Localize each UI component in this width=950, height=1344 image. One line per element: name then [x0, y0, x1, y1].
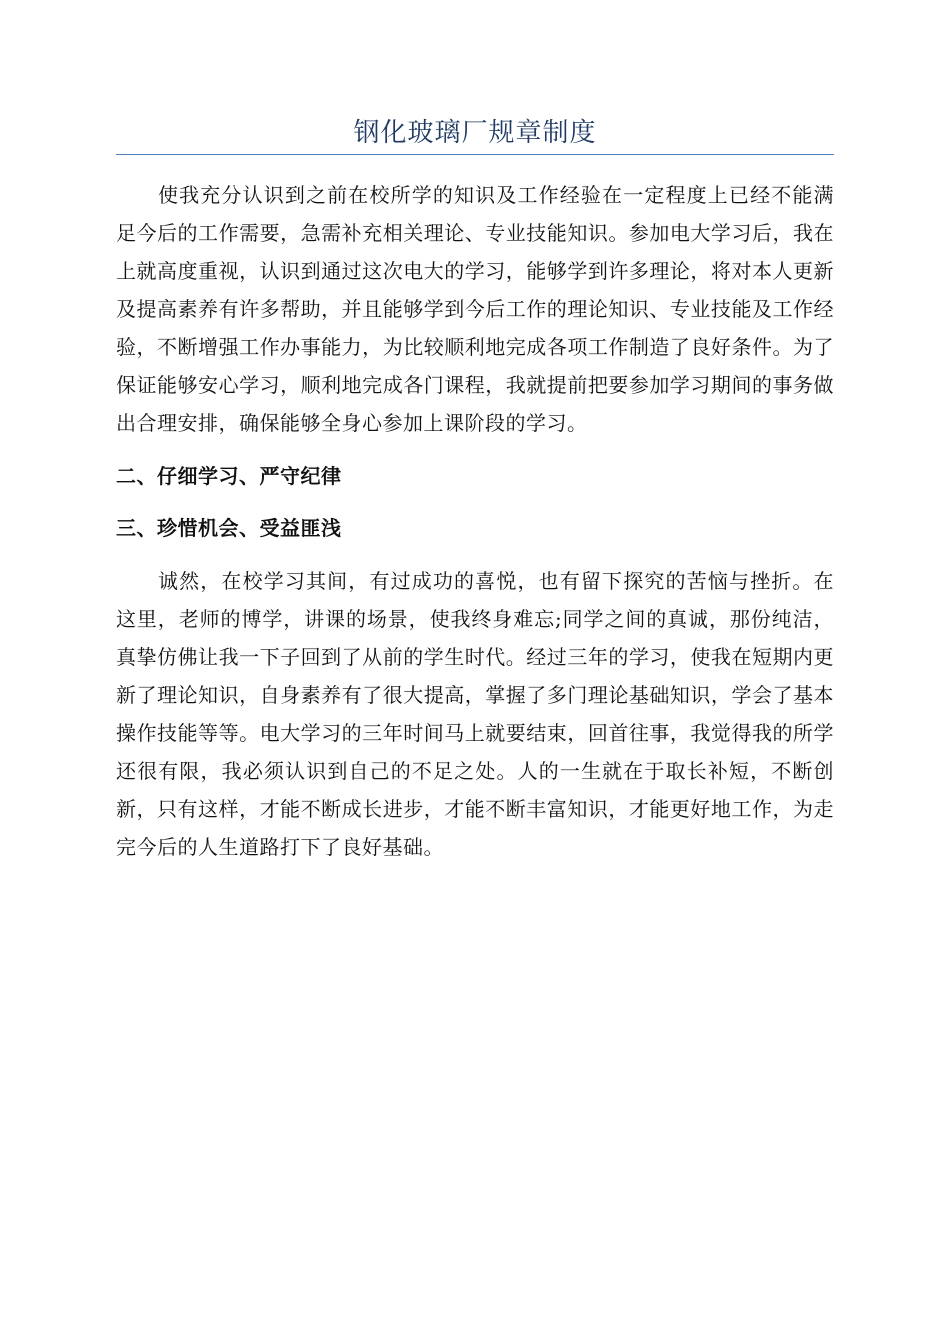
title-underline — [116, 154, 834, 155]
body-paragraph-2: 诚然，在校学习其间，有过成功的喜悦，也有留下探究的苦恼与挫折。在这里，老师的博学，讲课的场景，使我终身难忘;同学之间的真诚，那份纯洁，真挚仿佛让我一下子回到了从前的学生时代。经过三年的学习，使我在短期内更新了理论知识，自身素养有了很大提高，掌握了多门理论基础知识，学会了基本操作技能等等。电大学习的三年时间马上就要结束，回首往事，我觉得我的所学还很有限，我必须认识到自己的不足之处。人的一生就在于取长补短，不断创新，只有这样，才能不断成长进步，才能不断丰富知识，才能更好地工作，为走完今后的人生道路打下了良好基础。 — [116, 569, 834, 859]
body-paragraph-1: 使我充分认识到之前在校所学的知识及工作经验在一定程度上已经不能满足今后的工作需要，急需补充相关理论、专业技能知识。参加电大学习后，我在上就高度重视，认识到通过这次电大的学习，能够学到许多理论，将对本人更新及提高素养有许多帮助，并且能够学到今后工作的理论知识、专业技能及工作经验，不断增强工作办事能力，为比较顺利地完成各项工作制造了良好条件。为了保证能够安心学习，顺利地完成各门课程，我就提前把要参加学习期间的事务做出合理安排，确保能够全身心参加上课阶段的学习。 — [116, 183, 834, 435]
section-heading-2: 二、仔细学习、严守纪律 — [116, 464, 342, 488]
page-title: 钢化玻璃厂规章制度 — [353, 118, 597, 148]
section-heading-3: 三、珍惜机会、受益匪浅 — [116, 516, 342, 540]
document-body — [116, 176, 834, 866]
